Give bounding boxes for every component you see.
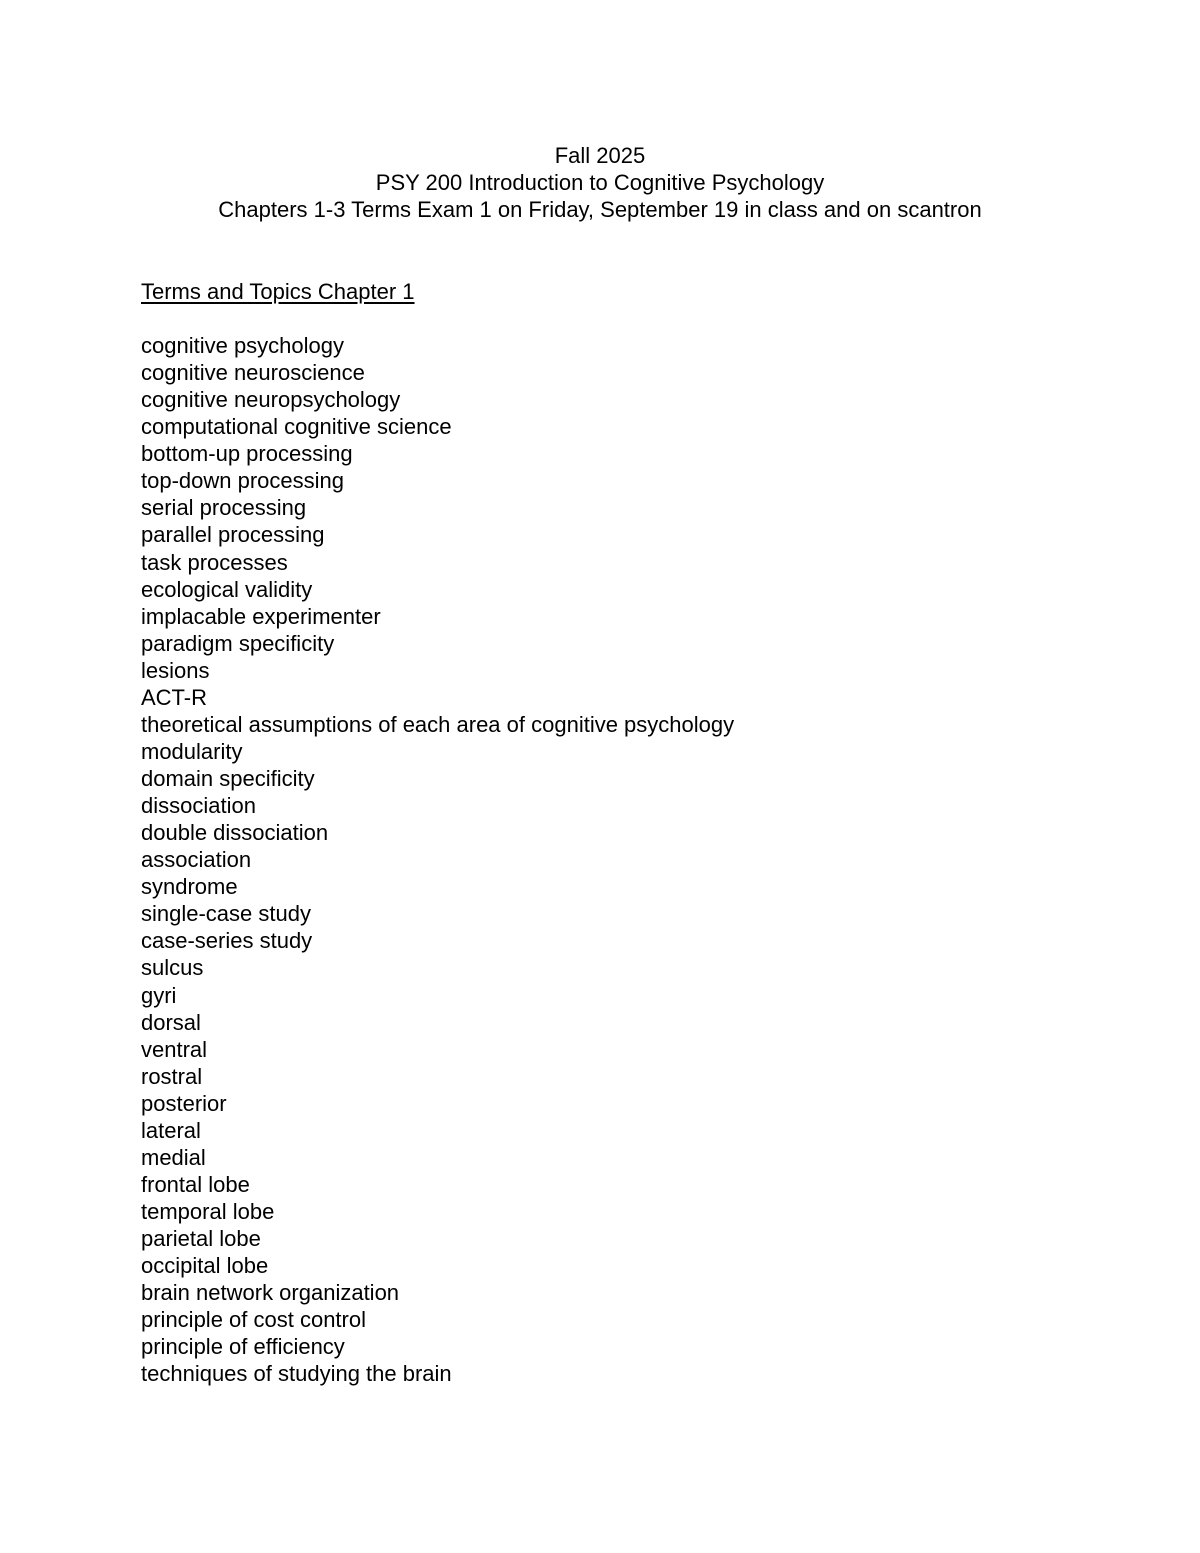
list-item: principle of cost control	[141, 1307, 366, 1333]
list-item: lesions	[141, 657, 210, 683]
list-item: brain network organization	[141, 1280, 400, 1306]
list-item: posterior	[141, 1090, 227, 1116]
list-item: lateral	[141, 1117, 201, 1143]
list-item: domain specificity	[141, 766, 315, 791]
list-item: ventral	[141, 1036, 208, 1062]
list-item: dissociation	[141, 793, 256, 819]
list-item: cognitive neuroscience	[141, 360, 365, 386]
list-item: parietal lobe	[141, 1226, 261, 1252]
list-item: temporal lobe	[141, 1199, 275, 1224]
list-item: parallel processing	[141, 522, 325, 548]
list-item: association	[141, 847, 252, 873]
course-title: PSY 200 Introduction to Cognitive Psychology	[375, 170, 825, 196]
list-item: paradigm specificity	[141, 630, 335, 656]
document-header	[0, 142, 1200, 224]
list-item: dorsal	[141, 1009, 201, 1035]
semester-line: Fall 2025	[554, 143, 646, 168]
terms-list	[141, 332, 734, 1387]
list-item: ecological validity	[141, 576, 313, 602]
list-item: medial	[141, 1144, 206, 1170]
list-item: principle of efficiency	[141, 1334, 345, 1360]
list-item: syndrome	[141, 874, 238, 900]
list-item: serial processing	[141, 495, 307, 521]
list-item: theoretical assumptions of each area of cognitive psychology	[141, 711, 735, 737]
list-item: modularity	[141, 738, 243, 764]
list-item: implacable experimenter	[141, 603, 381, 629]
list-item: gyri	[141, 982, 177, 1008]
list-item: cognitive neuropsychology	[141, 387, 401, 413]
list-item: frontal lobe	[141, 1171, 250, 1197]
list-item: ACT-R	[141, 684, 207, 710]
list-item: sulcus	[141, 955, 204, 981]
list-item: single-case study	[141, 901, 311, 927]
list-item: computational cognitive science	[141, 414, 452, 440]
list-item: task processes	[141, 549, 288, 575]
list-item: bottom-up processing	[141, 441, 353, 467]
list-item: occipital lobe	[141, 1253, 269, 1279]
list-item: cognitive psychology	[141, 333, 345, 358]
list-item: case-series study	[141, 928, 313, 954]
list-item: top-down processing	[141, 468, 345, 494]
exam-info: Chapters 1-3 Terms Exam 1 on Friday, September 19 in class and on scantron	[218, 197, 982, 223]
section-heading: Terms and Topics Chapter 1	[141, 279, 415, 304]
list-item: double dissociation	[141, 820, 329, 846]
list-item: rostral	[141, 1063, 203, 1089]
list-item: techniques of studying the brain	[141, 1361, 452, 1387]
